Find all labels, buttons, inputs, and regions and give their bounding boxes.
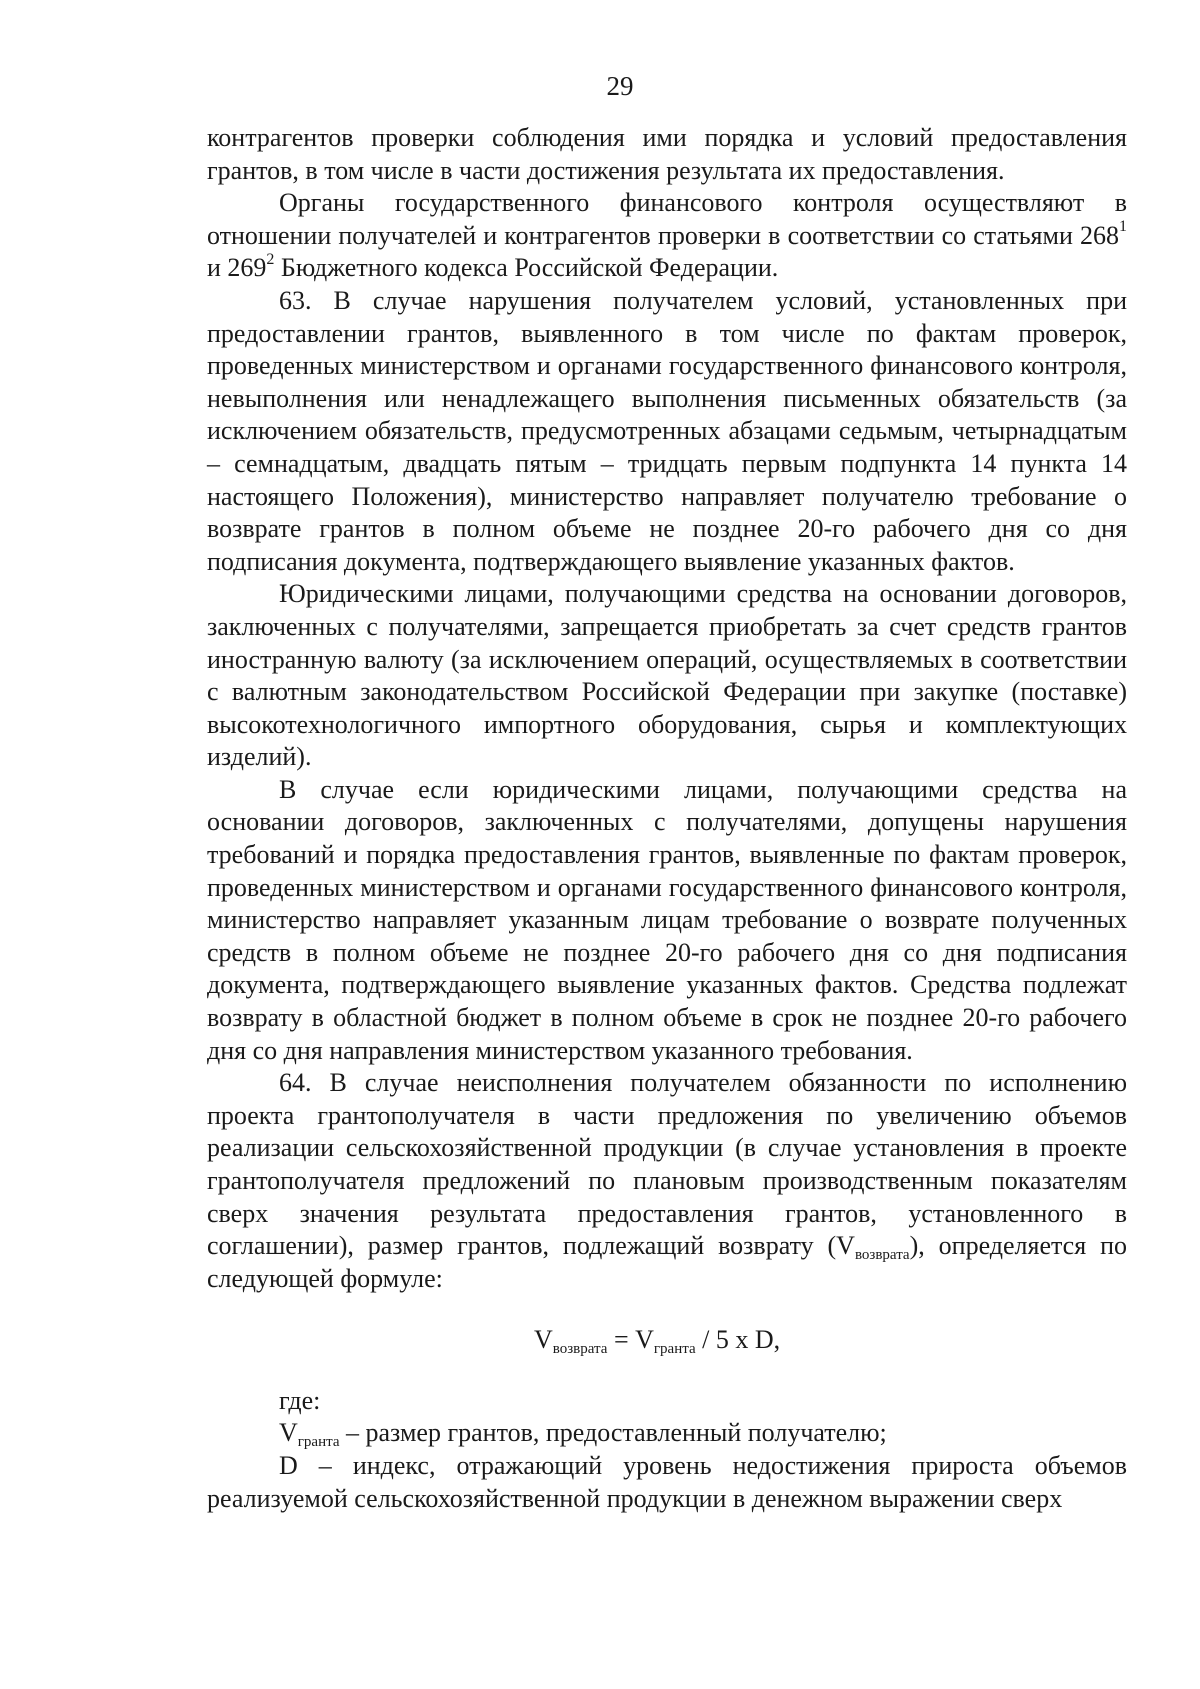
page-number: 29 — [606, 71, 634, 101]
definition-text: – размер грантов, предоставленный получателю; — [339, 1418, 887, 1448]
definition-subscript: гранта — [297, 1434, 340, 1451]
paragraph-text: Органы государственного финансового контроля осуществляют в отношении получателей и контрагентов проверки в соответствии со статьями 268 — [207, 188, 1127, 250]
paragraph-text: Бюджетного кодекса Российской Федерации. — [274, 253, 779, 283]
document-body — [207, 122, 1127, 1515]
paragraph-currency-ban: Юридическими лицами, получающими средства на основании договоров, заключенных с получателями, запрещается приобретать за счет средств грантов иностранную валюту (за исключением операций, осуществляемых в соответствии с валютным законодательством Российской Федерации при закупке (поставке) высокотехнологичного импортного оборудования, сырья и комплектующих изделий). — [207, 579, 1127, 772]
formula-subscript: гранта — [653, 1341, 696, 1358]
paragraph-item-64 — [207, 1067, 1127, 1295]
paragraph-legal-entities: В случае если юридическими лицами, получающими средства на основании договоров, заключенных с получателями, допущены нарушения требований и порядка предоставления грантов, выявленные по фактам проверок, проведенных министерством и органами государственного финансового контроля, министерство направляет указанным лицам требование о возврате полученных средств в полном объеме не позднее 20-го рабочего дня со дня подписания документа, подтверждающего выявление указанных фактов. Средства подлежат возврату в областной бюджет в полном объеме в срок не позднее 20-го рабочего дня со дня направления министерством указанного требования. — [207, 774, 1127, 1065]
paragraph-financial-control — [207, 187, 1127, 285]
formula-rest: / 5 x D, — [695, 1325, 781, 1355]
paragraph-text: и 269 — [207, 253, 267, 283]
formula-var: V — [534, 1325, 553, 1355]
formula-var: V — [635, 1325, 654, 1355]
subscript: возврата — [854, 1247, 910, 1264]
paragraph-continuation: контрагентов проверки соблюдения ими порядка и условий предоставления грантов, в том числе в части достижения результата их предоставления. — [207, 123, 1127, 185]
paragraph-item-63: 63. В случае нарушения получателем условий, установленных при предоставлении грантов, выявленного в том числе по фактам проверок, проведенных министерством и органами государственного финансового контроля, невыполнения или ненадлежащего выполнения письменных обязательств (за исключением обязательств, предусмотренных абзацами седьмым, четырнадцатым – семнадцатым, двадцать пятым – тридцать первым подпункта 14 пункта 14 настоящего Положения), министерство направляет получателю требование о возврате грантов в полном объеме не позднее 20-го рабочего дня со дня подписания документа, подтверждающего выявление указанных фактов. — [207, 285, 1127, 576]
formula-equals: = — [607, 1325, 636, 1355]
superscript: 2 — [266, 250, 275, 268]
where-label: где: — [279, 1386, 321, 1416]
paragraph-text: 64. В случае неисполнения получателем обязанности по исполнению проекта грантополучателя в части предложения по увеличению объемов реализации сельскохозяйственной продукции (в случае установления в проекте грантополучателя предложений по плановым производственным показателям сверх значения результата предоставления грантов, установленного в соглашении), размер грантов, подлежащий возврату (V — [207, 1068, 1127, 1261]
superscript: 1 — [1119, 218, 1127, 236]
formula-subscript: возврата — [552, 1341, 608, 1358]
definition-d: D – индекс, отражающий уровень недостижения прироста объемов реализуемой сельскохозяйственной продукции в денежном выражении сверх — [207, 1450, 1127, 1513]
paragraph-text: ), определяется по следующей формуле: — [207, 1231, 1127, 1293]
formula — [207, 1324, 1127, 1356]
definition-var: V — [279, 1418, 298, 1448]
definition-v-granta — [207, 1417, 1127, 1450]
